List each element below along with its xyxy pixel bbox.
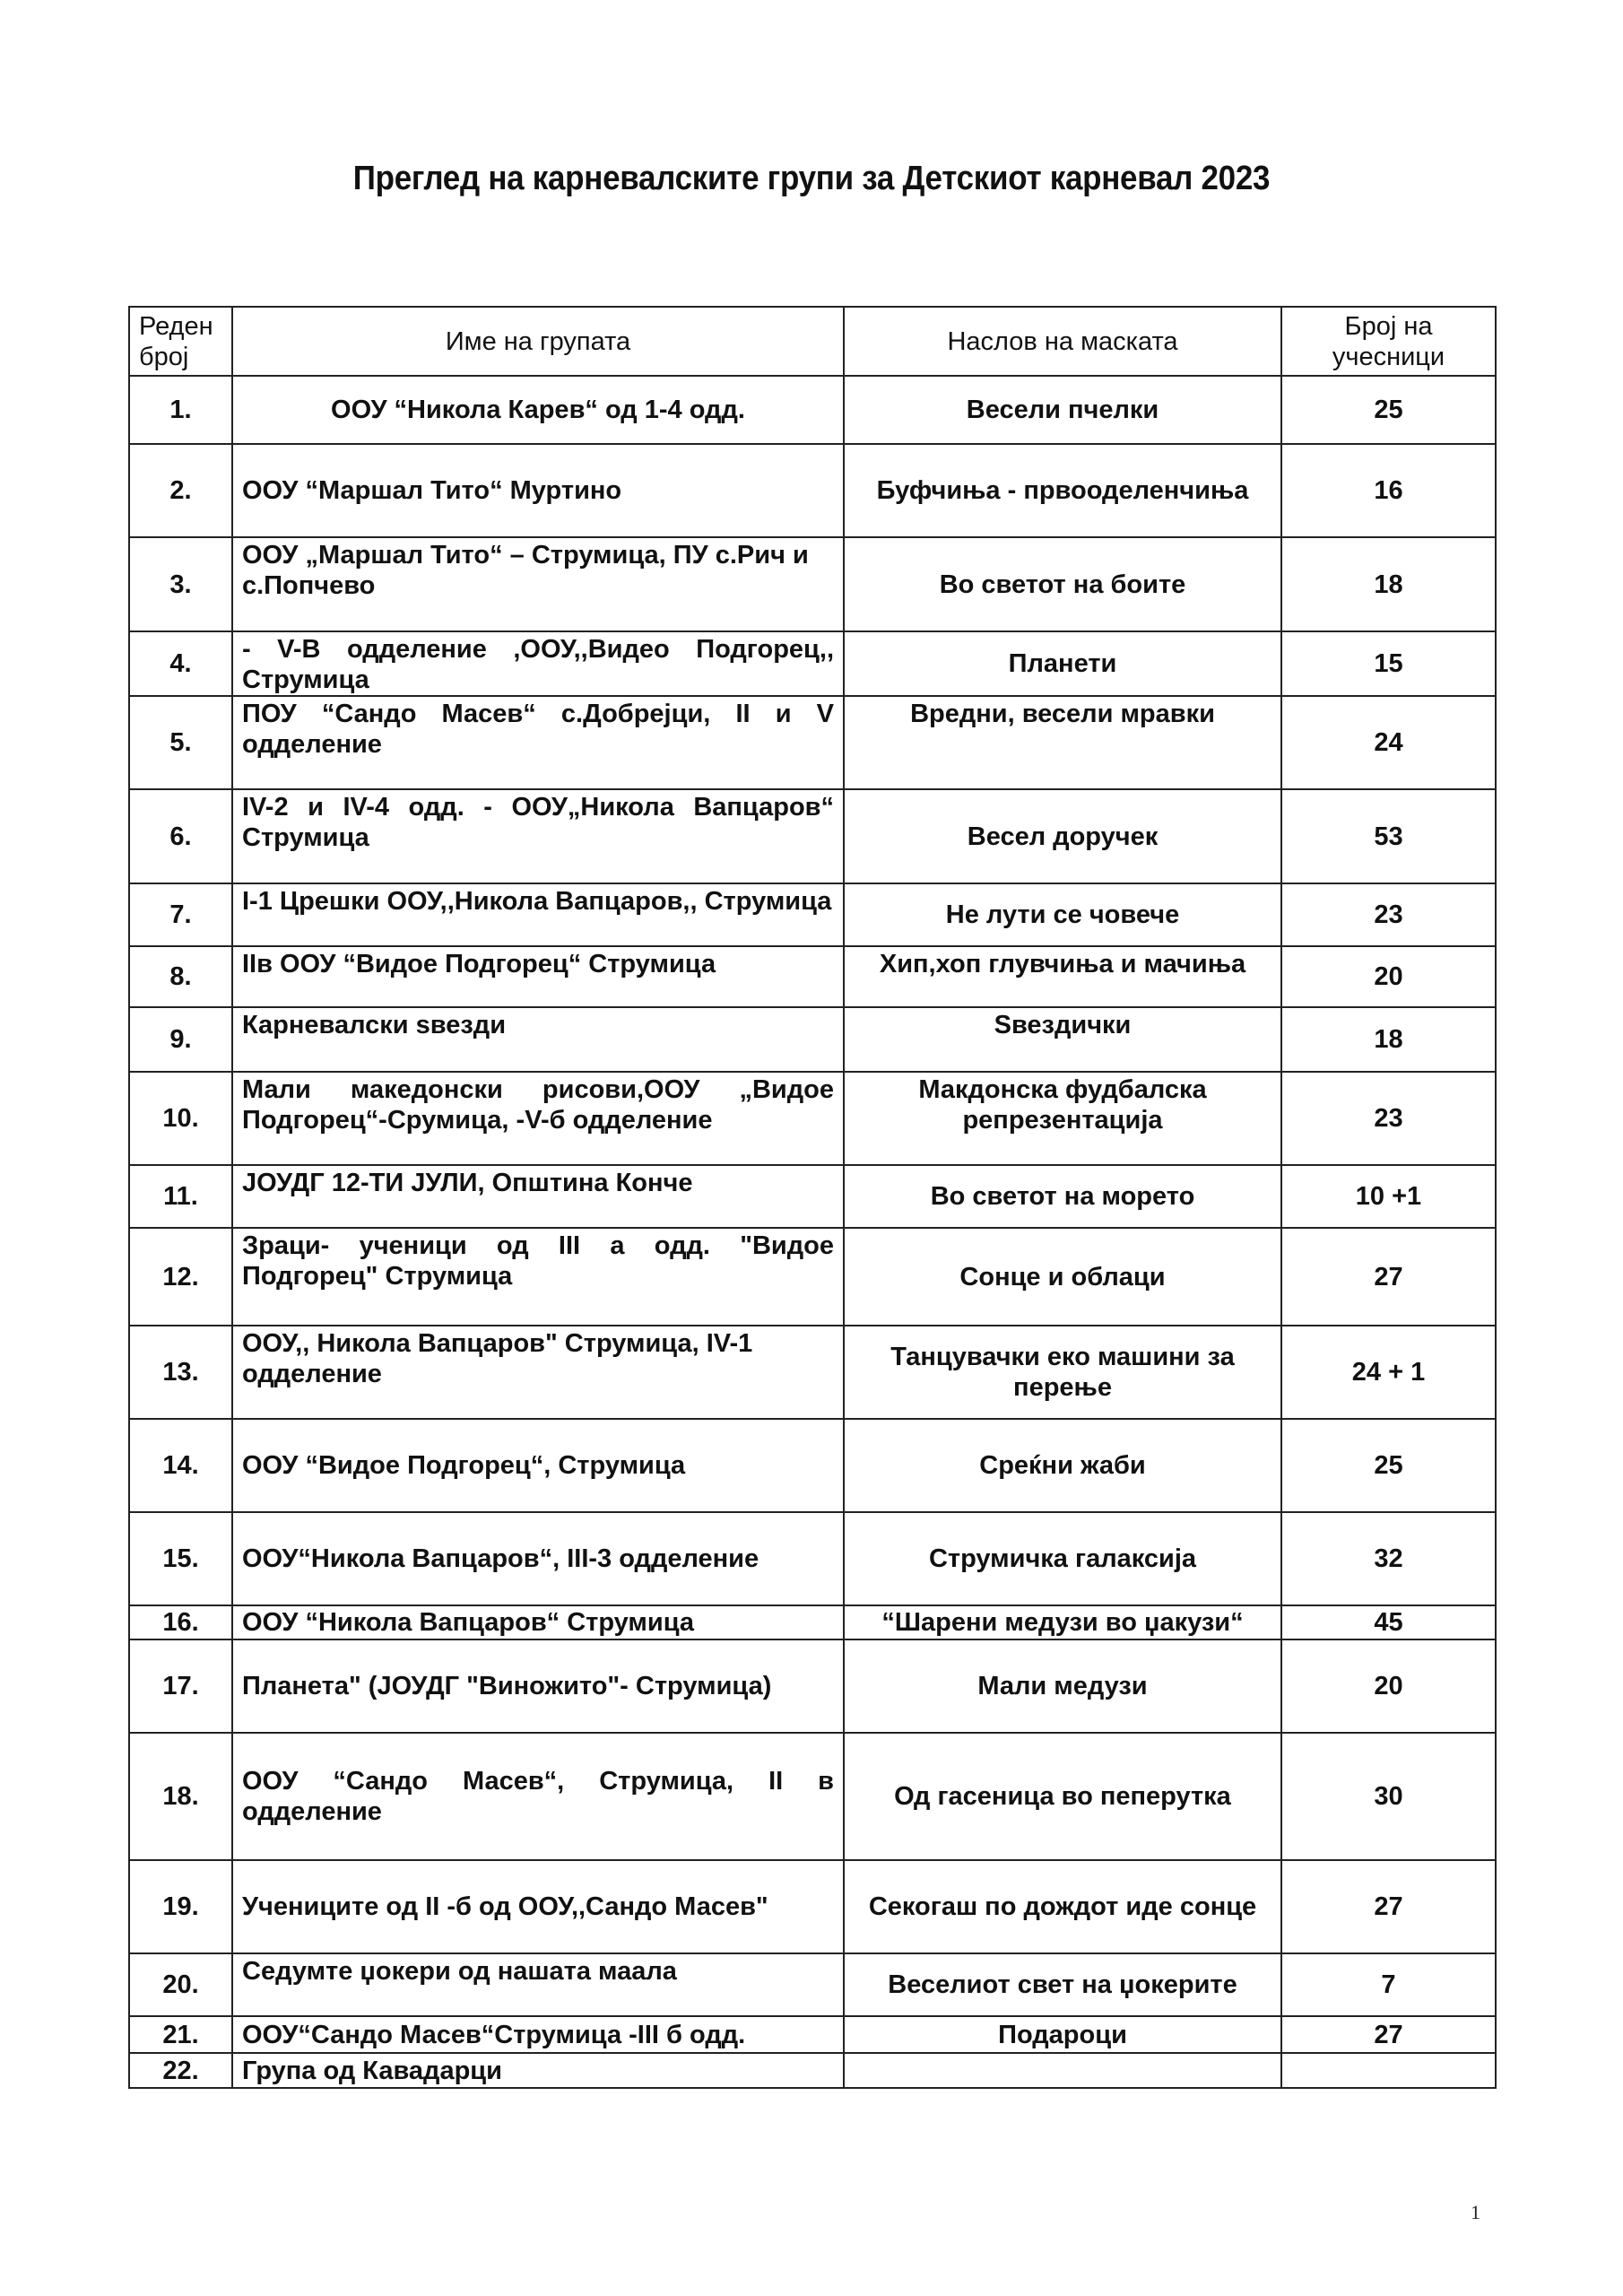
- table-row: [129, 1072, 1496, 1165]
- participant-count: 7: [1281, 1953, 1496, 2016]
- participant-count: 15: [1281, 631, 1496, 696]
- participant-count: 30: [1281, 1733, 1496, 1860]
- header-participants: Број на учесници: [1281, 307, 1496, 376]
- group-name: ООУ “Видое Подгорец“, Струмица: [232, 1419, 844, 1512]
- table-row: [129, 1228, 1496, 1326]
- row-number: 1.: [129, 376, 232, 444]
- group-name: - V-B одделение ,ООУ,,Видео Подгорец,, Струмица: [232, 631, 844, 696]
- mask-title: Не лути се човече: [844, 883, 1281, 946]
- table-row: [129, 1326, 1496, 1419]
- group-name: Учениците од II -б од ООУ,,Сандо Масев": [232, 1860, 844, 1953]
- mask-title: Макдонска фудбалска репрезентација: [844, 1072, 1281, 1165]
- table-row: [129, 1419, 1496, 1512]
- table-row: [129, 1605, 1496, 1639]
- table-row: [129, 2016, 1496, 2053]
- mask-title: Веселиот свет на џокерите: [844, 1953, 1281, 2016]
- mask-title: Сонце и облаци: [844, 1228, 1281, 1326]
- row-number: 18.: [129, 1733, 232, 1860]
- group-name: Седумте џокери од нашата маала: [232, 1953, 844, 2016]
- mask-title: Струмичка галаксија: [844, 1512, 1281, 1605]
- group-name: ЈОУДГ 12-ТИ ЈУЛИ, Општина Конче: [232, 1165, 844, 1228]
- header-group-name: Име на групата: [232, 307, 844, 376]
- group-name: ООУ “Маршал Тито“ Муртино: [232, 444, 844, 537]
- table-row: [129, 1639, 1496, 1733]
- participant-count: 24 + 1: [1281, 1326, 1496, 1419]
- participant-count: 32: [1281, 1512, 1496, 1605]
- participant-count: 20: [1281, 1639, 1496, 1733]
- row-number: 7.: [129, 883, 232, 946]
- mask-title: Планети: [844, 631, 1281, 696]
- table-header-row: [129, 307, 1496, 376]
- mask-title: Весели пчелки: [844, 376, 1281, 444]
- row-number: 3.: [129, 537, 232, 631]
- row-number: 11.: [129, 1165, 232, 1228]
- group-name: ООУ “Никола Карев“ од 1-4 одд.: [232, 376, 844, 444]
- group-name: ООУ“Никола Вапцаров“, III-3 одделение: [232, 1512, 844, 1605]
- row-number: 20.: [129, 1953, 232, 2016]
- participant-count: 45: [1281, 1605, 1496, 1639]
- participant-count: 24: [1281, 696, 1496, 789]
- group-name: IV-2 и IV-4 одд. - ООУ„Никола Вапцаров“ Струмица: [232, 789, 844, 883]
- participant-count: 23: [1281, 1072, 1496, 1165]
- participant-count: [1281, 2053, 1496, 2088]
- row-number: 8.: [129, 946, 232, 1007]
- mask-title: Буфчиња - првооделенчиња: [844, 444, 1281, 537]
- group-name: I-1 Црешки ООУ,,Никола Вапцаров,, Струмица: [232, 883, 844, 946]
- mask-title: Мали медузи: [844, 1639, 1281, 1733]
- header-mask-title: Наслов на маската: [844, 307, 1281, 376]
- participant-count: 20: [1281, 946, 1496, 1007]
- group-name: ООУ,, Никола Вапцаров" Струмица, IV-1 одделение: [232, 1326, 844, 1419]
- table-row: [129, 696, 1496, 789]
- table-row: [129, 537, 1496, 631]
- group-name: IIв ООУ “Видое Подгорец“ Струмица: [232, 946, 844, 1007]
- table-row: [129, 946, 1496, 1007]
- table-row: [129, 376, 1496, 444]
- table-row: [129, 1733, 1496, 1860]
- table-row: [129, 1512, 1496, 1605]
- participant-count: 10 +1: [1281, 1165, 1496, 1228]
- table-row: [129, 1007, 1496, 1072]
- table-row: [129, 1165, 1496, 1228]
- row-number: 15.: [129, 1512, 232, 1605]
- mask-title: Подароци: [844, 2016, 1281, 2053]
- mask-title: Вредни, весели мравки: [844, 696, 1281, 789]
- row-number: 5.: [129, 696, 232, 789]
- table-row: [129, 1953, 1496, 2016]
- row-number: 10.: [129, 1072, 232, 1165]
- group-name: ПОУ “Сандо Масев“ с.Добрејци, II и V одделение: [232, 696, 844, 789]
- group-name: ООУ „Маршал Тито“ – Струмица, ПУ с.Рич и с.Попчево: [232, 537, 844, 631]
- participant-count: 27: [1281, 1860, 1496, 1953]
- group-name: Зраци- ученици од III а одд. "Видое Подгорец" Струмица: [232, 1228, 844, 1326]
- row-number: 21.: [129, 2016, 232, 2053]
- mask-title: [844, 2053, 1281, 2088]
- group-name: Мали македонски рисови,ООУ „Видое Подгорец“-Срумица, -V-б одделение: [232, 1072, 844, 1165]
- row-number: 2.: [129, 444, 232, 537]
- mask-title: Хип,хоп глувчиња и мачиња: [844, 946, 1281, 1007]
- header-number: Реден број: [129, 307, 232, 376]
- page-title: Преглед на карневалските групи за Детскиот карневал 2023: [352, 160, 1271, 197]
- table-row: [129, 631, 1496, 696]
- row-number: 14.: [129, 1419, 232, 1512]
- participant-count: 16: [1281, 444, 1496, 537]
- table-row: [129, 883, 1496, 946]
- row-number: 17.: [129, 1639, 232, 1733]
- carnival-groups-table: [128, 306, 1497, 2089]
- participant-count: 27: [1281, 2016, 1496, 2053]
- mask-title: Ѕвездички: [844, 1007, 1281, 1072]
- group-name: Планета" (ЈОУДГ "Виножито"- Струмица): [232, 1639, 844, 1733]
- mask-title: “Шарени медузи во џакузи“: [844, 1605, 1281, 1639]
- page-number: 1: [1471, 2201, 1480, 2223]
- table-row: [129, 1860, 1496, 1953]
- participant-count: 25: [1281, 1419, 1496, 1512]
- mask-title: Во светот на морето: [844, 1165, 1281, 1228]
- mask-title: Секогаш по дождот иде сонце: [844, 1860, 1281, 1953]
- mask-title: Весел доручек: [844, 789, 1281, 883]
- row-number: 13.: [129, 1326, 232, 1419]
- row-number: 12.: [129, 1228, 232, 1326]
- group-name: Група од Кавадарци: [232, 2053, 844, 2088]
- mask-title: Танцувачки еко машини за перење: [844, 1326, 1281, 1419]
- row-number: 6.: [129, 789, 232, 883]
- row-number: 22.: [129, 2053, 232, 2088]
- group-name: ООУ “Никола Вапцаров“ Струмица: [232, 1605, 844, 1639]
- participant-count: 53: [1281, 789, 1496, 883]
- mask-title: Среќни жаби: [844, 1419, 1281, 1512]
- participant-count: 18: [1281, 537, 1496, 631]
- group-name: ООУ “Сандо Масев“, Струмица, II в одделение: [232, 1733, 844, 1860]
- mask-title: Од гасеница во пеперутка: [844, 1733, 1281, 1860]
- mask-title: Во светот на боите: [844, 537, 1281, 631]
- table-row: [129, 2053, 1496, 2088]
- row-number: 16.: [129, 1605, 232, 1639]
- table-row: [129, 444, 1496, 537]
- participant-count: 23: [1281, 883, 1496, 946]
- table-row: [129, 789, 1496, 883]
- row-number: 19.: [129, 1860, 232, 1953]
- participant-count: 27: [1281, 1228, 1496, 1326]
- participant-count: 25: [1281, 376, 1496, 444]
- group-name: ООУ“Сандо Масев“Струмица -III б одд.: [232, 2016, 844, 2053]
- group-name: Карневалски ѕвезди: [232, 1007, 844, 1072]
- row-number: 9.: [129, 1007, 232, 1072]
- row-number: 4.: [129, 631, 232, 696]
- participant-count: 18: [1281, 1007, 1496, 1072]
